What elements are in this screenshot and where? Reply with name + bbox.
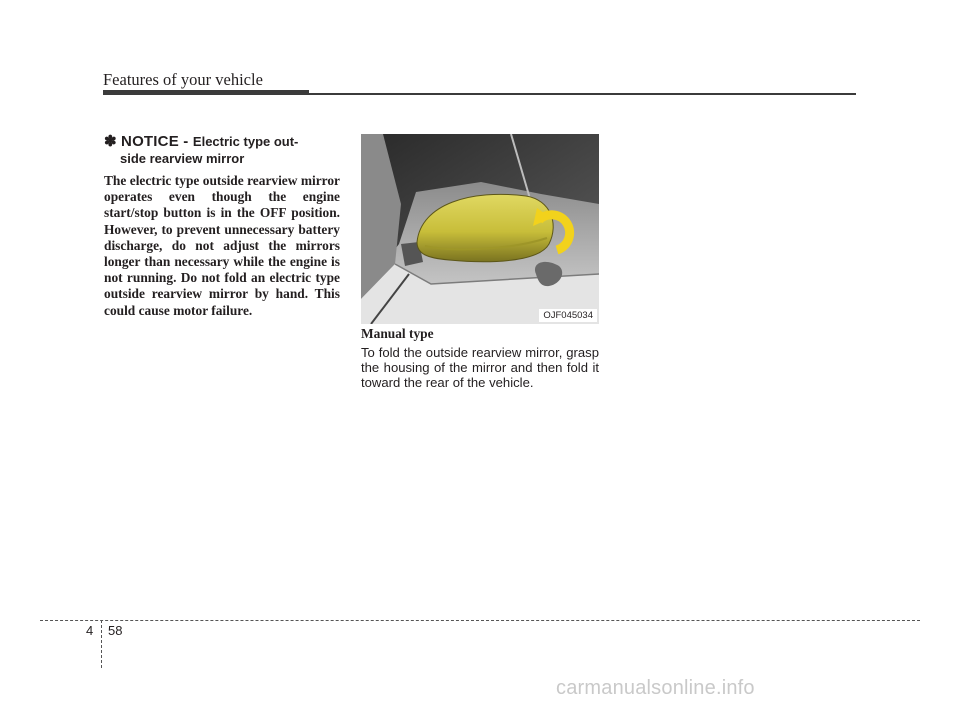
mirror-illustration [361, 134, 599, 324]
header-rule-accent [103, 90, 309, 95]
page-number: 58 [108, 623, 123, 638]
watermark: carmanualsonline.info [556, 677, 755, 699]
chapter-number: 4 [86, 623, 94, 638]
manual-type-heading: Manual type [361, 326, 434, 341]
notice-label: NOTICE - [121, 133, 189, 150]
notice-subtitle-line1: Electric type out- [192, 134, 299, 149]
figure-code-label: OJF045034 [539, 309, 597, 322]
manual-type-body: To fold the outside rearview mirror, grasp the housing of the mirror and then fold it toward the rear of the vehicle. [361, 345, 599, 391]
footer-divider [40, 620, 920, 621]
mirror-illustration-drawing [361, 134, 599, 324]
notice-heading [104, 133, 340, 167]
notice-star-icon: ✽ [104, 133, 117, 150]
notice-subtitle-line2: side rearview mirror [120, 151, 245, 166]
page-header-title: Features of your vehicle [103, 70, 263, 89]
notice-box [104, 133, 340, 319]
footer-divider-vertical [101, 620, 102, 668]
notice-body: The electric type outside rearview mirror operates even though the engine start/stop button is in the OFF position. However, to prevent unnecessary battery discharge, do not adjust the mirrors longer than necessary while the engine is not running. Do not fold an electric type outside rearview mirror by hand. This could cause motor failure. [104, 173, 340, 318]
